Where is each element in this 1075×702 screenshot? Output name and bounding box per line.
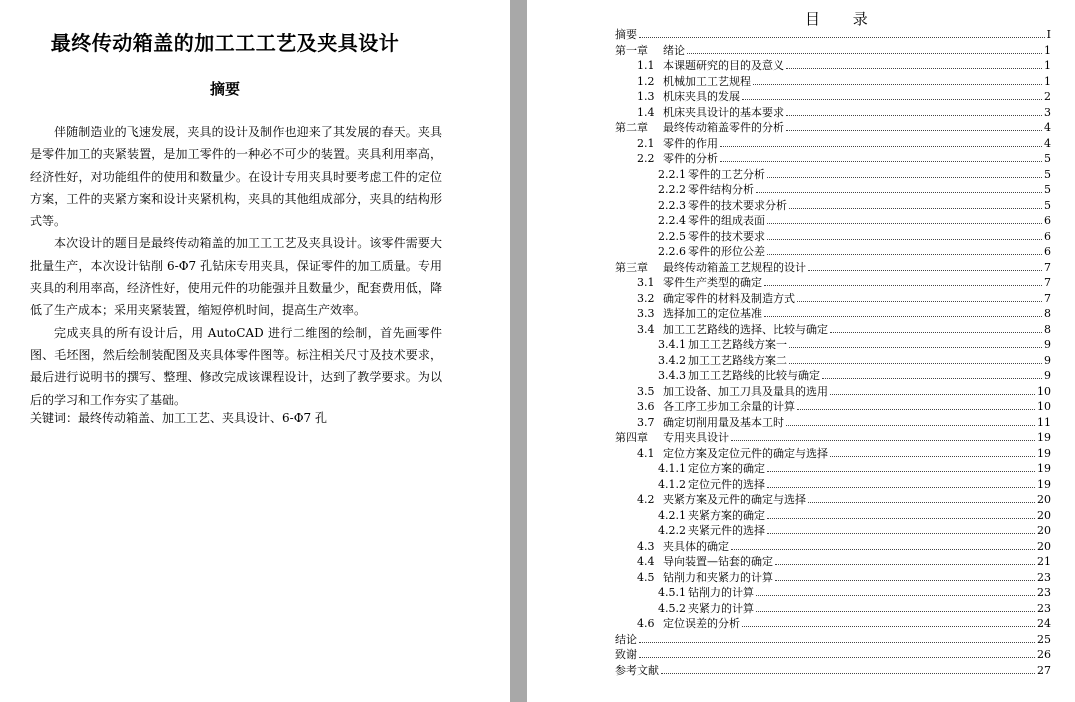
toc-entry[interactable] [615, 151, 1051, 167]
toc-entry-page: 20 [1037, 493, 1051, 506]
toc-dot-leader [786, 68, 1042, 69]
toc-entry-page: 19 [1037, 462, 1051, 475]
toc-entry-title: 零件的组成表面 [688, 214, 765, 227]
toc-entry[interactable] [615, 291, 1051, 307]
toc-entry[interactable] [615, 244, 1051, 260]
abstract-heading: 摘要 [209, 80, 240, 98]
toc-dot-leader [767, 177, 1042, 178]
left-document-page [0, 0, 510, 702]
toc-entry[interactable] [615, 353, 1051, 369]
toc-entry-title: 零件的技术要求 [688, 229, 765, 243]
toc-entry-number: 4.1.1 [658, 462, 686, 475]
toc-entry-page: 23 [1037, 601, 1051, 615]
toc-entry-title: 机械加工工艺规程 [663, 74, 751, 88]
toc-entry-number: 第二章 [615, 121, 648, 134]
toc-dot-leader [764, 285, 1042, 286]
toc-entry-title: 确定零件的材料及制造方式 [663, 291, 795, 305]
toc-dot-leader [767, 533, 1035, 534]
toc-entry-title: 钻削力的计算 [688, 586, 754, 599]
toc-entry[interactable] [615, 601, 1051, 617]
abstract-paragraph: 伴随制造业的飞速发展，夹具的设计及制作也迎来了其发展的春天。夹具是零件加工的夹紧装置，是加工零件的一种必不可少的装置。夹具利用率高，经济性好，对功能组件的使用和数量少。在设计专用夹具时要考虑工件的定位方案，工件的夹紧方案和设计夹紧机构，夹具的其他组成部分，夹具的结构形式等。 [30, 125, 442, 229]
toc-entry-title: 零件的技术要求分析 [688, 198, 787, 212]
toc-entry-number: 2.2.5 [658, 229, 686, 243]
toc-dot-leader [764, 316, 1042, 317]
toc-dot-leader [767, 239, 1042, 240]
toc-dot-leader [731, 440, 1035, 441]
toc-entry[interactable] [615, 399, 1051, 415]
toc-entry[interactable] [615, 198, 1051, 214]
toc-dot-leader [639, 642, 1035, 643]
toc-entry-title: 夹紧元件的选择 [688, 524, 765, 537]
toc-entry[interactable] [615, 105, 1051, 121]
toc-entry-page: 9 [1044, 353, 1051, 367]
toc-entry[interactable] [615, 647, 1051, 663]
toc-entry-title: 绪论 [663, 43, 685, 57]
toc-entry-page: 6 [1044, 245, 1051, 258]
toc-entry-number: 1.3 [637, 90, 655, 103]
toc-dot-leader [830, 394, 1035, 395]
toc-entry-page: 9 [1044, 338, 1051, 351]
toc-entry-number: 3.1 [637, 276, 655, 289]
toc-entry-title: 机床夹具设计的基本要求 [663, 105, 784, 119]
toc-entry[interactable] [615, 229, 1051, 245]
toc-entry-number: 3.4.2 [658, 353, 686, 367]
toc-entry-title: 夹紧力的计算 [688, 601, 754, 615]
document-title: 最终传动箱盖的加工工工艺及夹具设计 [50, 31, 400, 55]
toc-dot-leader [753, 84, 1042, 85]
toc-entry[interactable] [615, 523, 1051, 539]
toc-entry[interactable] [615, 430, 1051, 446]
toc-entry-title: 加工工艺路线的选择、比较与确定 [663, 322, 828, 336]
toc-entry-title: 最终传动箱盖工艺规程的设计 [663, 260, 806, 274]
toc-entry-page: 20 [1037, 539, 1051, 553]
toc-entry-title: 加工工艺路线方案二 [688, 353, 787, 367]
toc-entry[interactable] [615, 492, 1051, 508]
toc-entry[interactable] [615, 213, 1051, 229]
toc-entry-page: 11 [1037, 415, 1051, 429]
toc-entry-title: 定位元件的选择 [688, 477, 765, 491]
toc-entry-page: 2 [1044, 90, 1051, 103]
toc-entry[interactable] [615, 322, 1051, 338]
toc-entry-number: 4.2.1 [658, 508, 686, 522]
toc-dot-leader [808, 270, 1042, 271]
toc-entry-title: 本课题研究的目的及意义 [663, 59, 784, 72]
toc-entry-page: 6 [1044, 214, 1051, 227]
toc-entry-number: 3.6 [637, 400, 655, 413]
toc-entry-number: 2.2.1 [658, 167, 686, 181]
toc-entry-page: 3 [1044, 105, 1051, 119]
toc-entry[interactable] [615, 260, 1051, 276]
toc-entry[interactable] [615, 167, 1051, 183]
toc-dot-leader [687, 53, 1042, 54]
toc-entry-title: 零件生产类型的确定 [663, 276, 762, 289]
toc-entry-number: 4.3 [637, 539, 655, 553]
toc-entry[interactable] [615, 616, 1051, 632]
toc-dot-leader [808, 502, 1035, 503]
toc-entry-page: 9 [1044, 369, 1051, 382]
toc-entry-page: 1 [1044, 43, 1051, 57]
toc-entry-title: 零件的工艺分析 [688, 167, 765, 181]
toc-entry-title: 加工工艺路线的比较与确定 [688, 369, 820, 382]
toc-entry-number: 4.5 [637, 570, 655, 584]
toc-entry-page: 21 [1037, 555, 1051, 568]
toc-entry[interactable] [615, 306, 1051, 322]
toc-entry[interactable] [615, 554, 1051, 570]
toc-entry[interactable] [615, 337, 1051, 353]
toc-entry-title: 零件结构分析 [688, 183, 754, 196]
toc-dot-leader [797, 409, 1035, 410]
toc-dot-leader [720, 146, 1042, 147]
toc-entry-number: 2.2.6 [658, 245, 686, 258]
toc-entry-page: 19 [1037, 477, 1051, 491]
toc-entry[interactable] [615, 508, 1051, 524]
toc-dot-leader [775, 580, 1035, 581]
toc-entry-page: 7 [1044, 276, 1051, 289]
toc-entry-title: 机床夹具的发展 [663, 90, 740, 103]
toc-entry-title: 导向装置—钻套的确定 [663, 555, 773, 568]
toc-entry-number: 3.5 [637, 384, 655, 398]
toc-entry[interactable] [615, 182, 1051, 198]
toc-entry-number: 4.2.2 [658, 524, 686, 537]
toc-entry-number: 2.1 [637, 136, 655, 150]
toc-entry-page: 23 [1037, 586, 1051, 599]
toc-entry-page: 5 [1044, 152, 1051, 165]
toc-entry[interactable] [615, 27, 1051, 43]
toc-dot-leader [830, 332, 1042, 333]
toc-entry-page: 6 [1044, 229, 1051, 243]
toc-entry-number: 1.4 [637, 105, 655, 119]
toc-entry[interactable] [615, 539, 1051, 555]
toc-entry-number: 2.2.3 [658, 198, 686, 212]
toc-entry-page: 4 [1044, 136, 1051, 150]
toc-entry-title: 致谢 [615, 648, 637, 661]
toc-entry-number: 3.3 [637, 307, 655, 320]
toc-dot-leader [639, 37, 1045, 38]
toc-dot-leader [756, 595, 1035, 596]
toc-entry-page: 27 [1037, 663, 1051, 677]
toc-entry[interactable] [615, 275, 1051, 291]
toc-entry-number: 第三章 [615, 260, 648, 274]
toc-dot-leader [767, 254, 1042, 255]
toc-entry-page: 20 [1037, 524, 1051, 537]
abstract-body [30, 121, 442, 411]
toc-entry-page: 1 [1044, 74, 1051, 88]
toc-entry-page: 25 [1037, 632, 1051, 646]
toc-entry-title: 零件的作用 [663, 136, 718, 150]
toc-dot-leader [720, 161, 1042, 162]
table-of-contents [615, 27, 1051, 678]
toc-entry-number: 3.4.3 [658, 369, 686, 382]
toc-dot-leader [789, 347, 1042, 348]
toc-dot-leader [661, 673, 1035, 674]
toc-entry-number: 第四章 [615, 431, 648, 444]
toc-entry-title: 选择加工的定位基准 [663, 307, 762, 320]
toc-entry-title: 确定切削用量及基本工时 [663, 415, 784, 429]
page-gutter [510, 0, 527, 702]
toc-entry-number: 4.1.2 [658, 477, 686, 491]
toc-entry-number: 1.2 [637, 74, 655, 88]
toc-entry-title: 加工设备、加工刀具及量具的选用 [663, 384, 828, 398]
toc-entry[interactable] [615, 585, 1051, 601]
toc-entry-page: 1 [1044, 59, 1051, 72]
toc-entry-number: 2.2.4 [658, 214, 686, 227]
toc-dot-leader [786, 130, 1042, 131]
toc-entry-page: 26 [1037, 648, 1051, 661]
toc-entry-title: 摘要 [615, 28, 637, 41]
toc-entry-title: 夹紧方案的确定 [688, 508, 765, 522]
toc-entry-title: 夹具体的确定 [663, 539, 729, 553]
toc-dot-leader [767, 487, 1035, 488]
toc-dot-leader [731, 549, 1035, 550]
toc-entry[interactable] [615, 136, 1051, 152]
toc-entry-page: 19 [1037, 446, 1051, 460]
toc-dot-leader [639, 657, 1035, 658]
toc-dot-leader [742, 626, 1035, 627]
toc-entry-page: 5 [1044, 167, 1051, 181]
right-document-page [527, 0, 1075, 702]
toc-entry-page: 8 [1044, 307, 1051, 320]
toc-entry-number: 3.7 [637, 415, 655, 429]
toc-entry-page: 5 [1044, 198, 1051, 212]
toc-entry[interactable] [615, 446, 1051, 462]
toc-entry-number: 2.2.2 [658, 183, 686, 196]
abstract-paragraph: 本次设计的题目是最终传动箱盖的加工工工艺及夹具设计。该零件需要大批量生产，本次设计钻削 6-Φ7 孔钻床专用夹具，保证零件的加工质量。专用夹具的利用率高，经济性好，使用元件的功能强并且数量少，配套费用低，降低了生产成本；采用夹紧装置，缩短停机时间，提高生产效率。 [30, 236, 442, 318]
toc-entry-page: 8 [1044, 322, 1051, 336]
toc-entry-title: 专用夹具设计 [663, 431, 729, 444]
toc-entry-number: 1.1 [637, 59, 655, 72]
toc-dot-leader [767, 471, 1035, 472]
toc-entry-page: 10 [1037, 384, 1051, 398]
toc-dot-leader [797, 301, 1042, 302]
toc-entry-number: 第一章 [615, 43, 648, 57]
toc-entry-number: 4.6 [637, 617, 655, 630]
toc-entry-number: 3.2 [637, 291, 655, 305]
toc-title: 目 录 [805, 10, 882, 28]
toc-entry[interactable] [615, 89, 1051, 105]
toc-entry-title: 加工工艺路线方案一 [688, 338, 787, 351]
toc-entry-number: 4.5.2 [658, 601, 686, 615]
toc-entry-title: 参考文献 [615, 663, 659, 677]
toc-dot-leader [756, 192, 1042, 193]
toc-entry[interactable] [615, 461, 1051, 477]
keywords-line: 关键词：最终传动箱盖、加工工艺、夹具设计、6-Φ7 孔 [30, 411, 327, 425]
toc-dot-leader [789, 363, 1042, 364]
toc-entry-number: 3.4.1 [658, 338, 686, 351]
abstract-paragraph: 完成夹具的所有设计后，用 AutoCAD 进行二维图的绘制，首先画零件图、毛坯图，然后绘制装配图及夹具体零件图等。标注相关尺寸及技术要求，最后进行说明书的撰写、整理、修改完成该课程设计，达到了教学要求。为以后的学习和工作夯实了基础。 [30, 325, 442, 407]
toc-entry[interactable] [615, 120, 1051, 136]
toc-entry-title: 夹紧方案及元件的确定与选择 [663, 493, 806, 506]
toc-entry[interactable] [615, 43, 1051, 59]
toc-entry-number: 4.2 [637, 493, 655, 506]
toc-entry[interactable] [615, 415, 1051, 431]
toc-dot-leader [767, 518, 1035, 519]
toc-entry-page: 20 [1037, 508, 1051, 522]
toc-entry-title: 结论 [615, 632, 637, 646]
toc-entry[interactable] [615, 477, 1051, 493]
toc-entry-number: 3.4 [637, 322, 655, 336]
toc-entry-number: 4.4 [637, 555, 655, 568]
toc-entry[interactable] [615, 74, 1051, 90]
toc-entry-title: 最终传动箱盖零件的分析 [663, 121, 784, 134]
toc-entry-title: 定位方案的确定 [688, 462, 765, 475]
toc-dot-leader [786, 115, 1042, 116]
toc-dot-leader [756, 611, 1035, 612]
toc-entry-page: 4 [1044, 121, 1051, 134]
toc-entry-number: 4.5.1 [658, 586, 686, 599]
toc-entry-number: 4.1 [637, 446, 655, 460]
toc-entry-page: 7 [1044, 260, 1051, 274]
toc-entry-title: 零件的形位公差 [688, 245, 765, 258]
toc-entry[interactable] [615, 663, 1051, 679]
toc-entry-title: 各工序工步加工余量的计算 [663, 400, 795, 413]
toc-entry[interactable] [615, 58, 1051, 74]
toc-dot-leader [822, 378, 1042, 379]
toc-dot-leader [830, 456, 1035, 457]
toc-entry[interactable] [615, 368, 1051, 384]
toc-entry-page: 24 [1037, 617, 1051, 630]
toc-entry-title: 零件的分析 [663, 152, 718, 165]
toc-dot-leader [775, 564, 1035, 565]
toc-entry-page: I [1046, 28, 1051, 41]
toc-entry-title: 钻削力和夹紧力的计算 [663, 570, 773, 584]
toc-entry-title: 定位方案及定位元件的确定与选择 [663, 446, 828, 460]
toc-entry-number: 2.2 [637, 152, 655, 165]
toc-entry[interactable] [615, 632, 1051, 648]
toc-dot-leader [786, 425, 1035, 426]
toc-entry[interactable] [615, 384, 1051, 400]
toc-entry[interactable] [615, 570, 1051, 586]
toc-entry-page: 19 [1037, 431, 1051, 444]
toc-entry-page: 5 [1044, 183, 1051, 196]
toc-dot-leader [767, 223, 1042, 224]
toc-dot-leader [789, 208, 1042, 209]
toc-entry-page: 23 [1037, 570, 1051, 584]
toc-entry-page: 7 [1044, 291, 1051, 305]
toc-dot-leader [742, 99, 1042, 100]
toc-entry-title: 定位误差的分析 [663, 617, 740, 630]
toc-entry-page: 10 [1037, 400, 1051, 413]
